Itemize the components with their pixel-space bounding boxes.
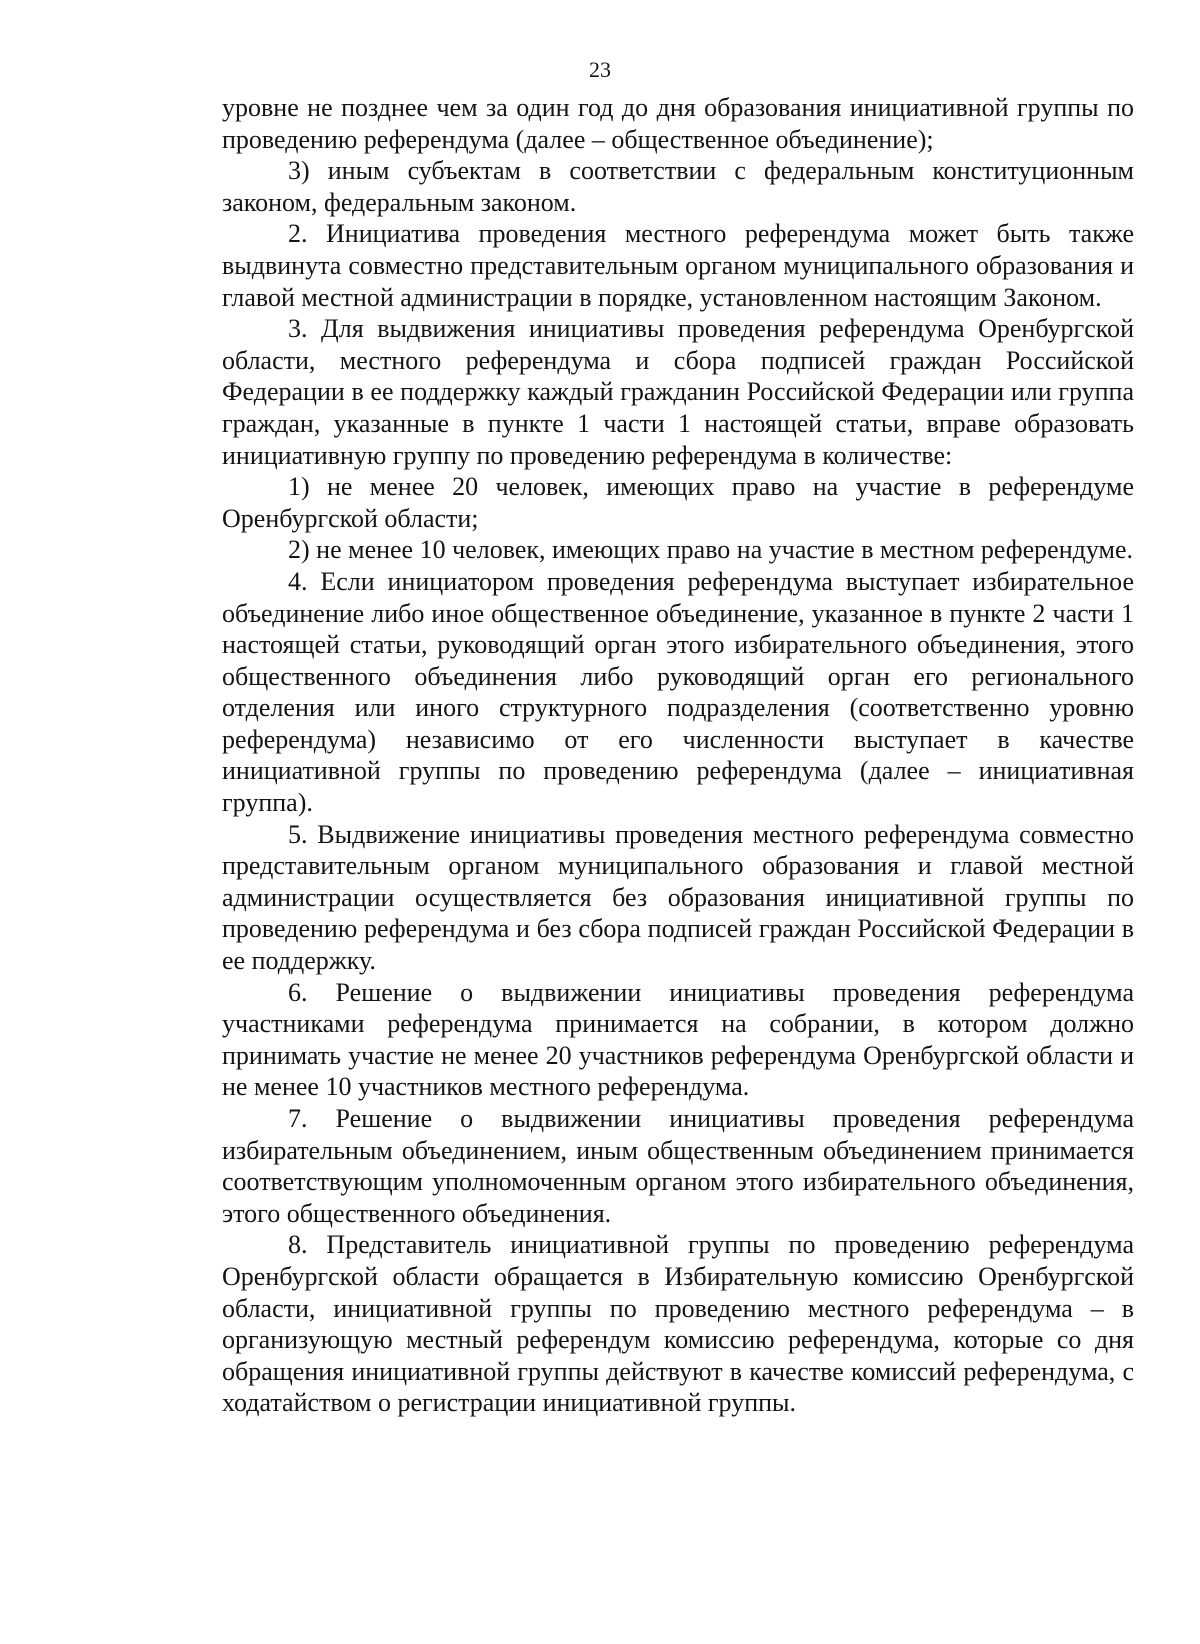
paragraph-clause-4: 4. Если инициатором проведения референдума выступает избирательное объединение либо иное общественное объединение, указанное в пункте 2 части 1 настоящей статьи, руководящий орган этого избирательного объединения, этого общественного объединения либо руководящий орган его регионального отделения или иного структурного подразделения (соответственно уровню референдума) независимо от его численности выступает в качестве инициативной группы по проведению референдума (далее – инициативная группа). [222,566,1134,818]
paragraph-subitem-2: 2) не менее 10 человек, имеющих право на участие в местном референдуме. [288,535,1133,565]
paragraph-clause-5: 5. Выдвижение инициативы проведения местного референдума совместно представительным органом муниципального образования и главой местной администрации осуществляется без образования инициативной группы по проведению референдума и без сбора подписей граждан Российской Федерации в ее поддержку. [222,819,1134,976]
page-number: 23 [589,57,611,82]
paragraph-clause-7: 7. Решение о выдвижении инициативы проведения референдума избирательным объединением, иным общественным объединением принимается соответствующим уполномоченным органом этого избирательного объединения, этого общественного объединения. [222,1104,1134,1228]
paragraph-clause-3: 3. Для выдвижения инициативы проведения референдума Оренбургской области, местного референдума и сбора подписей граждан Российской Федерации в ее поддержку каждый гражданин Российской Федерации или группа граждан, указанные в пункте 1 части 1 настоящей статьи, вправе образовать инициативную группу по проведению референдума в количестве: [222,314,1134,470]
paragraph-item-3: 3) иным субъектам в соответствии с федеральным конституционным законом, федеральным законом. [222,156,1134,217]
paragraph-clause-8: 8. Представитель инициативной группы по проведению референдума Оренбургской области обращается в Избирательную комиссию Оренбургской области, инициативной группы по проведению местного референдума – в организующую местный референдум комиссию референдума, которые со дня обращения инициативной группы действуют в качестве комиссий референдума, с ходатайством о регистрации инициативной группы. [222,1230,1134,1418]
document-body [222,92,1134,1419]
paragraph-clause-2: 2. Инициатива проведения местного референдума может быть также выдвинута совместно представительным органом муниципального образования и главой местной администрации в порядке, установленном настоящим Законом. [222,219,1134,312]
paragraph-clause-6: 6. Решение о выдвижении инициативы проведения референдума участниками референдума принимается на собрании, в котором должно принимать участие не менее 20 участников референдума Оренбургской области и не менее 10 участников местного референдума. [222,977,1134,1102]
paragraph-subitem-1: 1) не менее 20 человек, имеющих право на участие в референдуме Оренбургской области; [222,472,1134,533]
paragraph-continuation: уровне не позднее чем за один год до дня образования инициативной группы по проведению референдума (далее – общественное объединение); [222,93,1134,154]
